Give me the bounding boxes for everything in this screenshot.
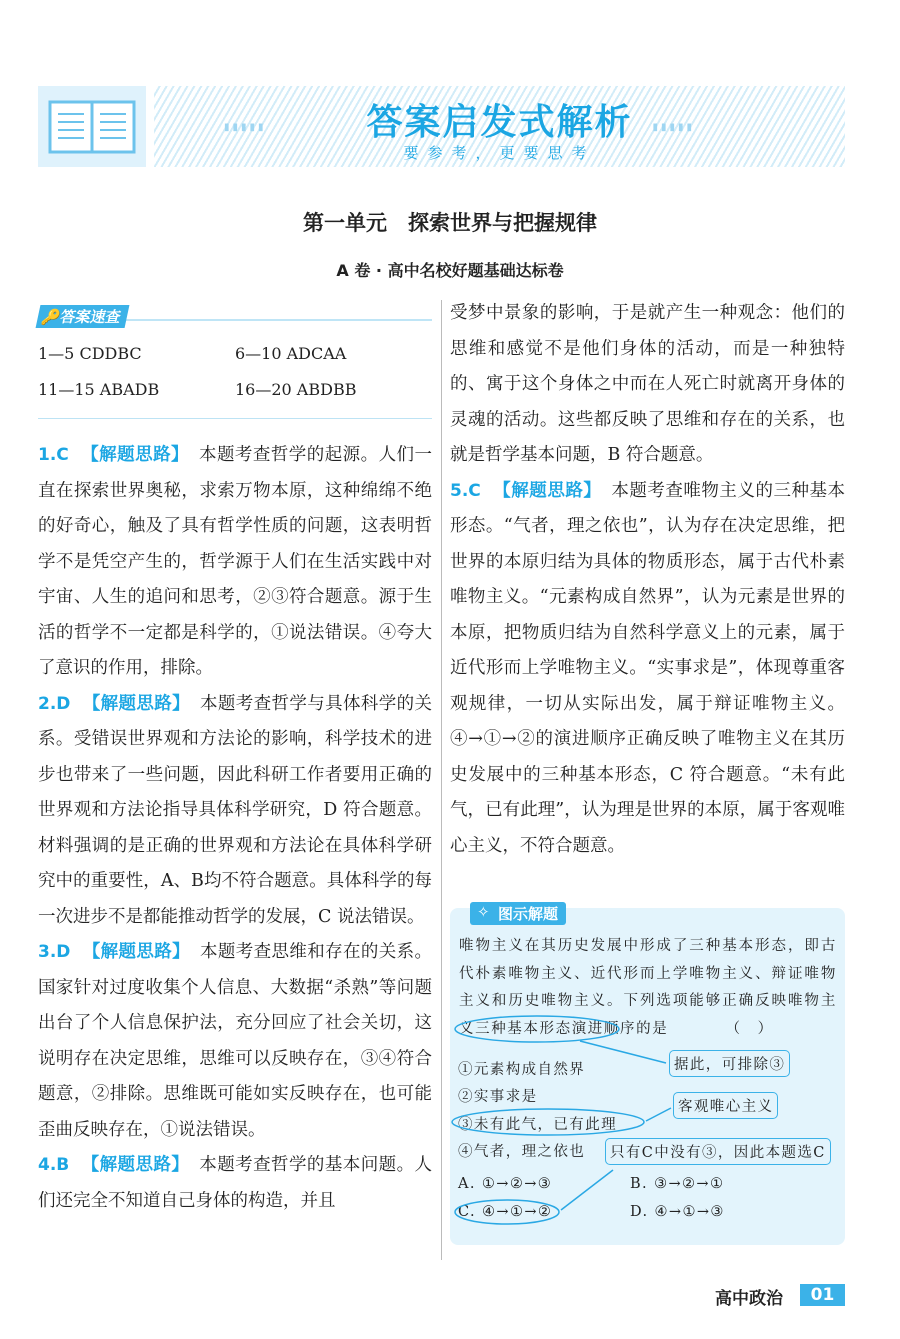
answer-range: 16—20 ABDBB xyxy=(235,380,357,399)
banner-subtitle: 要参考，更要思考 xyxy=(403,144,596,162)
answer-number: 4.B xyxy=(38,1155,70,1175)
answer-number: 2.D xyxy=(38,693,71,714)
right-column xyxy=(450,296,845,864)
arrow xyxy=(580,1041,666,1063)
answer-1 xyxy=(38,438,432,687)
answer-text: 本题考查思维和存在的关系。国家针对过度收集个人信息、大数据“杀熟”等问题出台了个人信息保护法，充分回应了社会关切，这说明存在决定思维，思维可以反映存在，③④符合题意，②排除。思维既可能如实反映存在，也可能歪曲反映存在，①说法错误。 xyxy=(38,942,433,1140)
answer-row xyxy=(38,344,432,364)
answer-tag: 【解题思路】 xyxy=(82,693,191,714)
arrow xyxy=(646,1108,671,1121)
answer-number: 5.C xyxy=(450,480,481,501)
column-divider xyxy=(441,300,442,1260)
answer-text: 本题考查哲学的起源。人们一直在探索世界奥秘，求索万物本原，这种绵绵不绝的好奇心，触及了具有哲学性质的问题，这表明哲学不是凭空产生的，哲学源于人们在生活实践中对宇宙、人生的追问和思考，②③符合题意。源于生活的哲学不一定都是科学的，①说法错误。④夸大了意识的作用，排除。 xyxy=(38,445,432,678)
answer-3 xyxy=(38,935,432,1148)
quick-answers-label xyxy=(36,305,130,328)
decor-dots: ▮▮▮▮▮ xyxy=(652,122,695,133)
diagram-question: 唯物主义在其历史发展中形成了三种基本形态，即古代朴素唯物主义、近代形而上学唯物主义、辩证唯物主义和历史唯物主义。下列选项能够正确反映唯物主义三种基本形态演进顺序的是 （ ） xyxy=(459,938,837,1037)
banner-title: 答案启发式解析 xyxy=(366,102,633,143)
answer-text: 本题考查哲学与具体科学的关系。受错误世界观和方法论的影响，科学技术的进步也带来了一些问题，因此科研工作者要用正确的世界观和方法论指导具体科学研究，D 符合题意。材料强调的是正确的世界观和方法论在具体科学研究中的重要性，A、B均不符合题意。具体科学的每一次进步不是都能推动哲学的发展，C 说法错误。 xyxy=(38,693,433,927)
answer-tag: 【解题思路】 xyxy=(81,1155,190,1175)
diagram-panel xyxy=(450,903,845,1245)
page-number: 01 xyxy=(800,1284,845,1306)
answer-2 xyxy=(38,687,432,936)
answer-row xyxy=(38,380,432,400)
left-column xyxy=(38,438,432,1219)
paper-title: A 卷 · 高中名校好题基础达标卷 xyxy=(336,261,564,280)
answer-tag: 【解题思路】 xyxy=(82,942,191,962)
footer-subject: 高中政治 xyxy=(715,1289,783,1309)
diagram-label xyxy=(470,902,566,925)
callout: 只有C中没有③，因此本题选C xyxy=(605,1138,831,1165)
book-icon xyxy=(38,86,146,167)
label: 答案速查 xyxy=(58,308,123,326)
answer-range: 6—10 ADCAA xyxy=(235,344,347,363)
answer-range: 11—15 ABADB xyxy=(38,380,160,399)
option: B. ③→②→① xyxy=(630,1176,725,1192)
option: A. ①→②→③ xyxy=(458,1176,553,1192)
answer-tag: 【解题思路】 xyxy=(492,480,602,501)
divider xyxy=(38,418,432,419)
item: ①元素构成自然界 xyxy=(458,1062,586,1078)
item: ③未有此气，已有此理 xyxy=(458,1117,617,1133)
answer-4-continued: 受梦中景象的影响，于是就产生一种观念：他们的思维和感觉不是他们身体的活动，而是一种独特的、寓于这个身体之中而在人死亡时就离开身体的灵魂的活动。这些都反映了思维和存在的关系，也就是哲学基本问题，B 符合题意。 xyxy=(450,303,845,465)
answer-number: 1.C xyxy=(38,445,69,465)
callout: 据此，可排除③ xyxy=(669,1050,790,1077)
header-banner xyxy=(38,86,845,167)
answer-4 xyxy=(38,1148,432,1219)
arrow xyxy=(561,1170,613,1210)
answer-range: 1—5 CDDBC xyxy=(38,344,142,363)
answer-tag: 【解题思路】 xyxy=(80,445,189,465)
unit-title: 第一单元 探索世界与把握规律 xyxy=(303,211,597,235)
answer-text: 本题考查唯物主义的三种基本形态。“气者，理之依也”，认为存在决定思维，把世界的本原归结为具体的物质形态，属于古代朴素唯物主义。“元素构成自然界”，认为元素是世界的本原，把物质归结为自然科学意义上的元素，属于近代形而上学唯物主义。“实事求是”，体现尊重客观规律，一切从实际出发，属于辩证唯物主义。④→①→②的演进顺序正确反映了唯物主义在其历史发展中的三种基本形态，C 符合题意。“未有此气，已有此理”，认为理是世界的本原，属于客观唯心主义，不符合题意。 xyxy=(450,480,846,856)
item: ④气者，理之依也 xyxy=(458,1144,586,1160)
label: 图示解题 xyxy=(498,905,559,923)
decor-dots: ▮▮▮▮▮ xyxy=(224,122,267,133)
magic-wand-icon: ✧ xyxy=(477,903,490,921)
option: C. ④→①→② xyxy=(458,1204,553,1220)
key-icon: 🔑 xyxy=(39,308,63,326)
quick-answers xyxy=(38,305,432,400)
callout: 客观唯心主义 xyxy=(673,1092,778,1119)
item: ②实事求是 xyxy=(458,1089,538,1105)
option: D. ④→①→③ xyxy=(630,1204,725,1220)
answer-text: 本题考查哲学的基本问题。人们还完全不知道自己身体的构造，并且 xyxy=(38,1155,433,1211)
answer-5 xyxy=(450,474,845,865)
answer-number: 3.D xyxy=(38,942,71,962)
